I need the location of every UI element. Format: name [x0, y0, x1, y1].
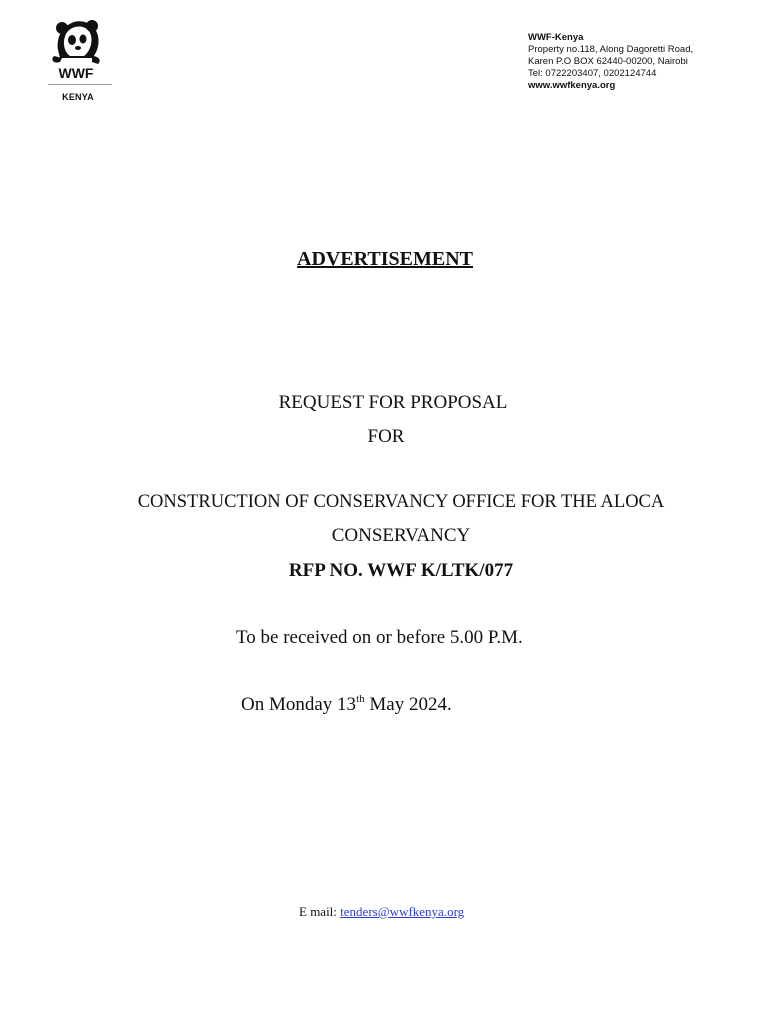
rfp-title: REQUEST FOR PROPOSAL [278, 392, 508, 413]
address-line2: Karen P.O BOX 62440-00200, Nairobi [528, 56, 688, 67]
deadline-date [241, 694, 452, 716]
deadline-text: To be received on or before 5.00 P.M. [236, 627, 523, 648]
address-web: www.wwfkenya.org [528, 80, 616, 91]
project-title-line2: CONSERVANCY [331, 525, 471, 546]
svg-text:WWF: WWF [58, 65, 94, 81]
address-line1: Property no.118, Along Dagoretti Road, [528, 44, 694, 55]
date-ordinal: th [356, 693, 365, 705]
email-link[interactable]: tenders@wwfkenya.org [340, 904, 465, 919]
email-line [299, 904, 464, 920]
address-org: WWF-Kenya [528, 32, 584, 43]
logo-country: KENYA [62, 92, 94, 102]
logo-divider [48, 84, 112, 85]
address-tel: Tel: 0722203407, 0202124744 [528, 68, 657, 79]
rfp-number: RFP NO. WWF K/LTK/077 [288, 560, 514, 581]
project-title-line1: CONSTRUCTION OF CONSERVANCY OFFICE FOR THE ALOCA [137, 492, 665, 512]
address-block [528, 32, 760, 92]
page-title: ADVERTISEMENT [297, 248, 473, 270]
wwf-logo [48, 16, 112, 108]
date-prefix: On Monday 13 [241, 694, 357, 715]
rfp-for: FOR [367, 426, 405, 447]
date-rest: May 2024. [364, 694, 452, 715]
panda-icon [48, 16, 104, 82]
email-label: E mail: [299, 904, 341, 919]
